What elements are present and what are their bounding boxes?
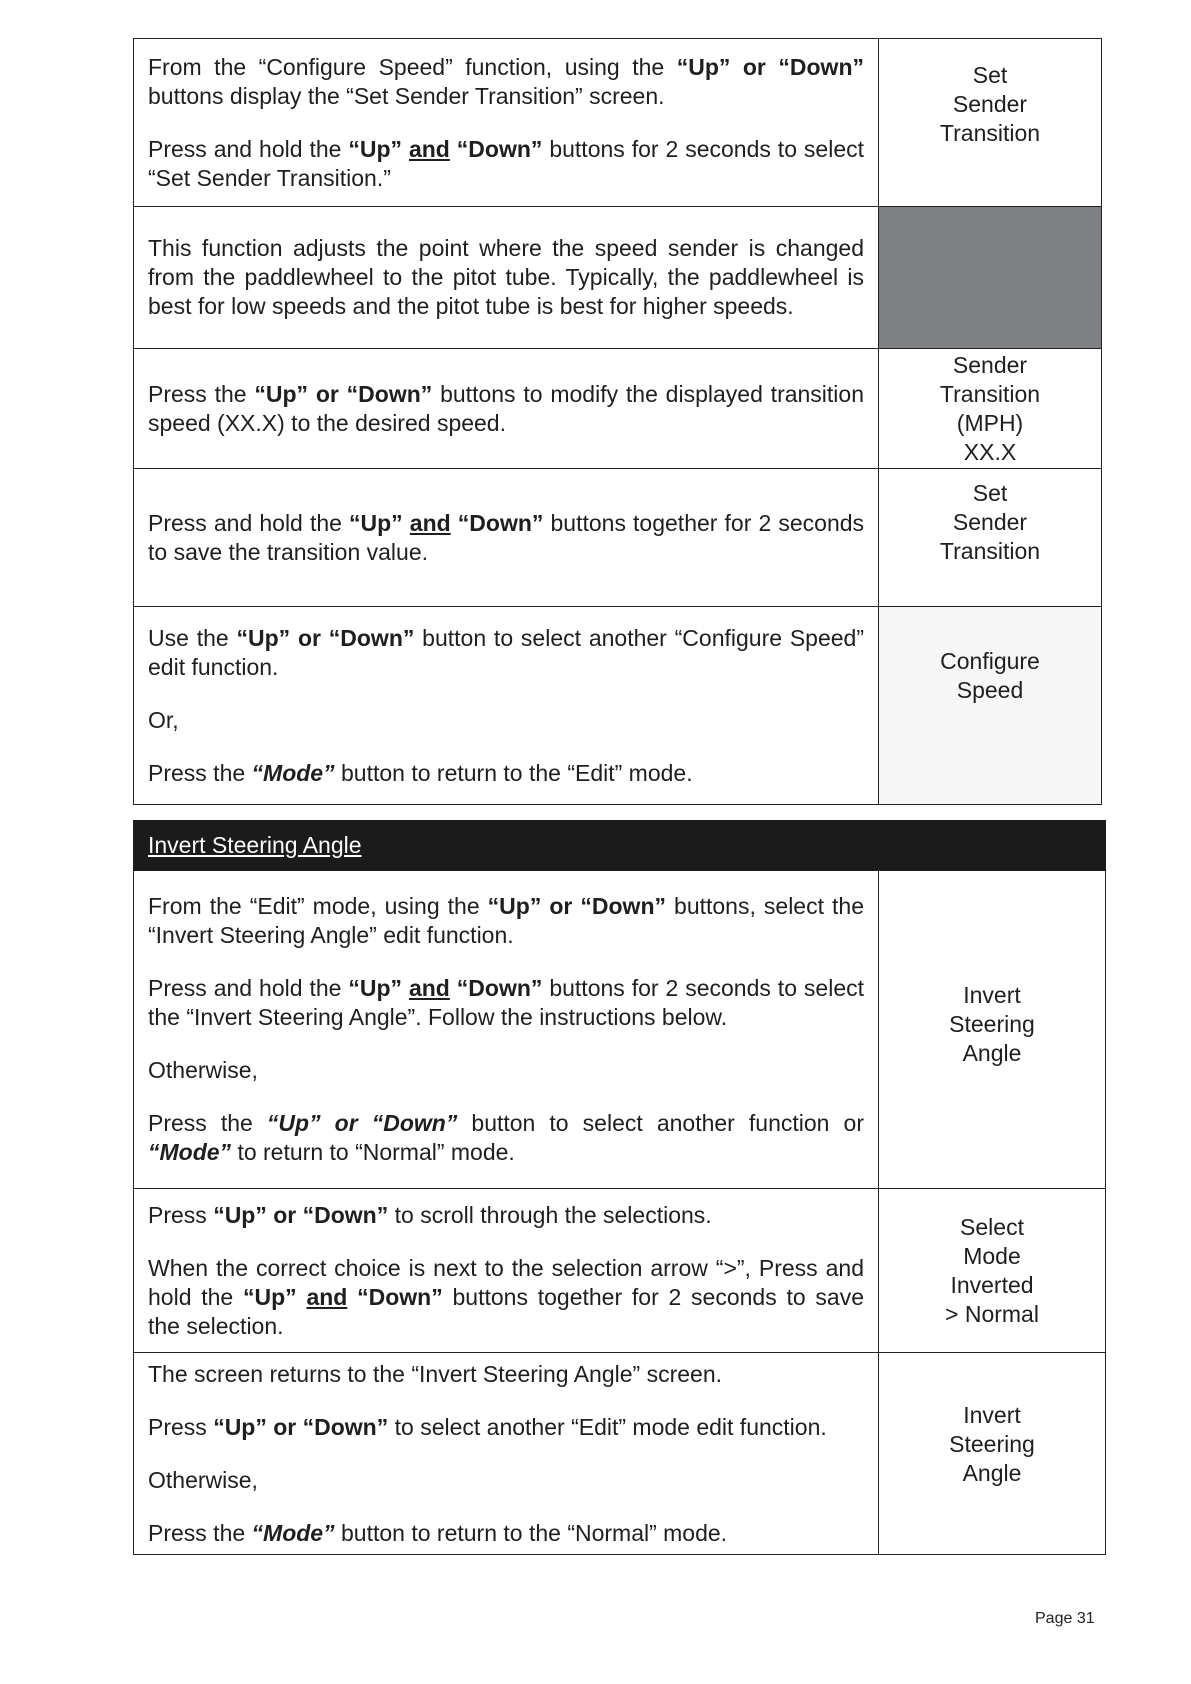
instruction-cell xyxy=(134,349,879,469)
instruction-text: Use the “Up” or “Down” button to select another “Configure Speed” edit function. xyxy=(148,624,864,680)
table-row xyxy=(134,39,1102,207)
display-screen-cell xyxy=(879,349,1102,469)
display-line: Select xyxy=(960,1213,1024,1240)
instruction-text: Press and hold the “Up” and “Down” buttons together for 2 seconds to save the transition value. xyxy=(148,509,865,565)
display-line: Inverted xyxy=(950,1271,1034,1298)
display-line: (MPH) xyxy=(956,409,1024,436)
display-line: Steering xyxy=(949,1431,1035,1457)
display-screen-cell xyxy=(879,469,1102,607)
table-row xyxy=(134,469,1102,607)
instruction-text: From the “Edit” mode, using the “Up” or “Down” buttons, select the “Invert Steering Angle” edit function. xyxy=(148,893,864,948)
display-line: Angle xyxy=(962,1040,1022,1066)
display-line: Speed xyxy=(956,677,1024,703)
display-screen-cell xyxy=(879,607,1102,805)
invert-steering-angle-table xyxy=(133,820,1106,1555)
instruction-text: Press and hold the “Up” and “Down” buttons for 2 seconds to select “Set Sender Transition.” xyxy=(148,135,865,191)
instruction-text: Press and hold the “Up” and “Down” buttons for 2 seconds to select the “Invert Steering Angle”. Follow the instructions below. xyxy=(148,975,865,1030)
instruction-cell xyxy=(134,1353,879,1555)
display-line: > Normal xyxy=(945,1300,1039,1327)
instruction-text: Otherwise, xyxy=(148,1466,258,1493)
instruction-cell xyxy=(134,607,879,805)
display-line: Set xyxy=(972,62,1008,88)
instruction-text: Press “Up” or “Down” to select another “Edit” mode edit function. xyxy=(148,1413,827,1440)
instruction-text: Press the “Mode” button to return to the “Edit” mode. xyxy=(148,759,693,786)
section-title: Invert Steering Angle xyxy=(134,821,1106,871)
instruction-cell xyxy=(134,39,879,207)
table-row xyxy=(134,207,1102,349)
display-screen-cell xyxy=(879,1353,1106,1555)
instruction-text: Otherwise, xyxy=(148,1057,258,1083)
display-line: Configure xyxy=(940,648,1040,674)
instruction-text: Press the “Up” or “Down” buttons to modify the displayed transition speed (XX.X) to the desired speed. xyxy=(148,380,864,436)
display-screen-cell xyxy=(879,871,1106,1189)
display-line: Sender xyxy=(952,91,1028,117)
instruction-text: This function adjusts the point where the speed sender is changed from the paddlewheel to the pitot tube. Typically, the paddlewheel is best for low speeds and the pitot tube is best for higher speeds. xyxy=(148,235,864,319)
table-row xyxy=(134,349,1102,469)
display-screen-cell xyxy=(879,1189,1106,1353)
instruction-text: Press the “Up” or “Down” button to select another function or “Mode” to return to “Normal” mode. xyxy=(148,1110,864,1165)
table-row xyxy=(134,871,1106,1189)
section-header-row xyxy=(134,821,1106,871)
display-line: Invert xyxy=(963,982,1021,1008)
table-row xyxy=(134,607,1102,805)
instruction-cell xyxy=(134,207,879,349)
display-screen-cell xyxy=(879,39,1102,207)
display-line: Transition xyxy=(939,538,1041,564)
instruction-text: When the correct choice is next to the selection arrow “>”, Press and hold the “Up” and “Down” buttons together for 2 seconds to save the selection. xyxy=(148,1254,865,1339)
page-number: Page 31 xyxy=(1035,1610,1095,1627)
display-line: Sender xyxy=(952,351,1028,378)
display-line: XX.X xyxy=(963,438,1017,465)
display-line: Angle xyxy=(962,1460,1022,1486)
instruction-text: Or, xyxy=(148,706,179,733)
sender-transition-table xyxy=(133,38,1102,805)
display-line: Transition xyxy=(939,380,1041,407)
instruction-cell xyxy=(134,1189,879,1353)
instruction-text: The screen returns to the “Invert Steering Angle” screen. xyxy=(148,1360,723,1387)
instruction-text: From the “Configure Speed” function, using the “Up” or “Down” buttons display the “Set Sender Transition” screen. xyxy=(148,53,864,109)
display-line: Steering xyxy=(949,1011,1035,1037)
blank-display-cell xyxy=(879,207,1102,349)
display-line: Transition xyxy=(939,120,1041,146)
display-line: Mode xyxy=(963,1242,1021,1269)
table-row xyxy=(134,1189,1106,1353)
instruction-text: Press the “Mode” button to return to the “Normal” mode. xyxy=(148,1519,728,1546)
display-line: Sender xyxy=(952,509,1028,535)
display-line: Set xyxy=(972,480,1008,506)
instruction-text: Press “Up” or “Down” to scroll through the selections. xyxy=(148,1201,712,1228)
table-row xyxy=(134,1353,1106,1555)
instruction-cell xyxy=(134,871,879,1189)
instruction-cell xyxy=(134,469,879,607)
display-line: Invert xyxy=(963,1402,1021,1428)
